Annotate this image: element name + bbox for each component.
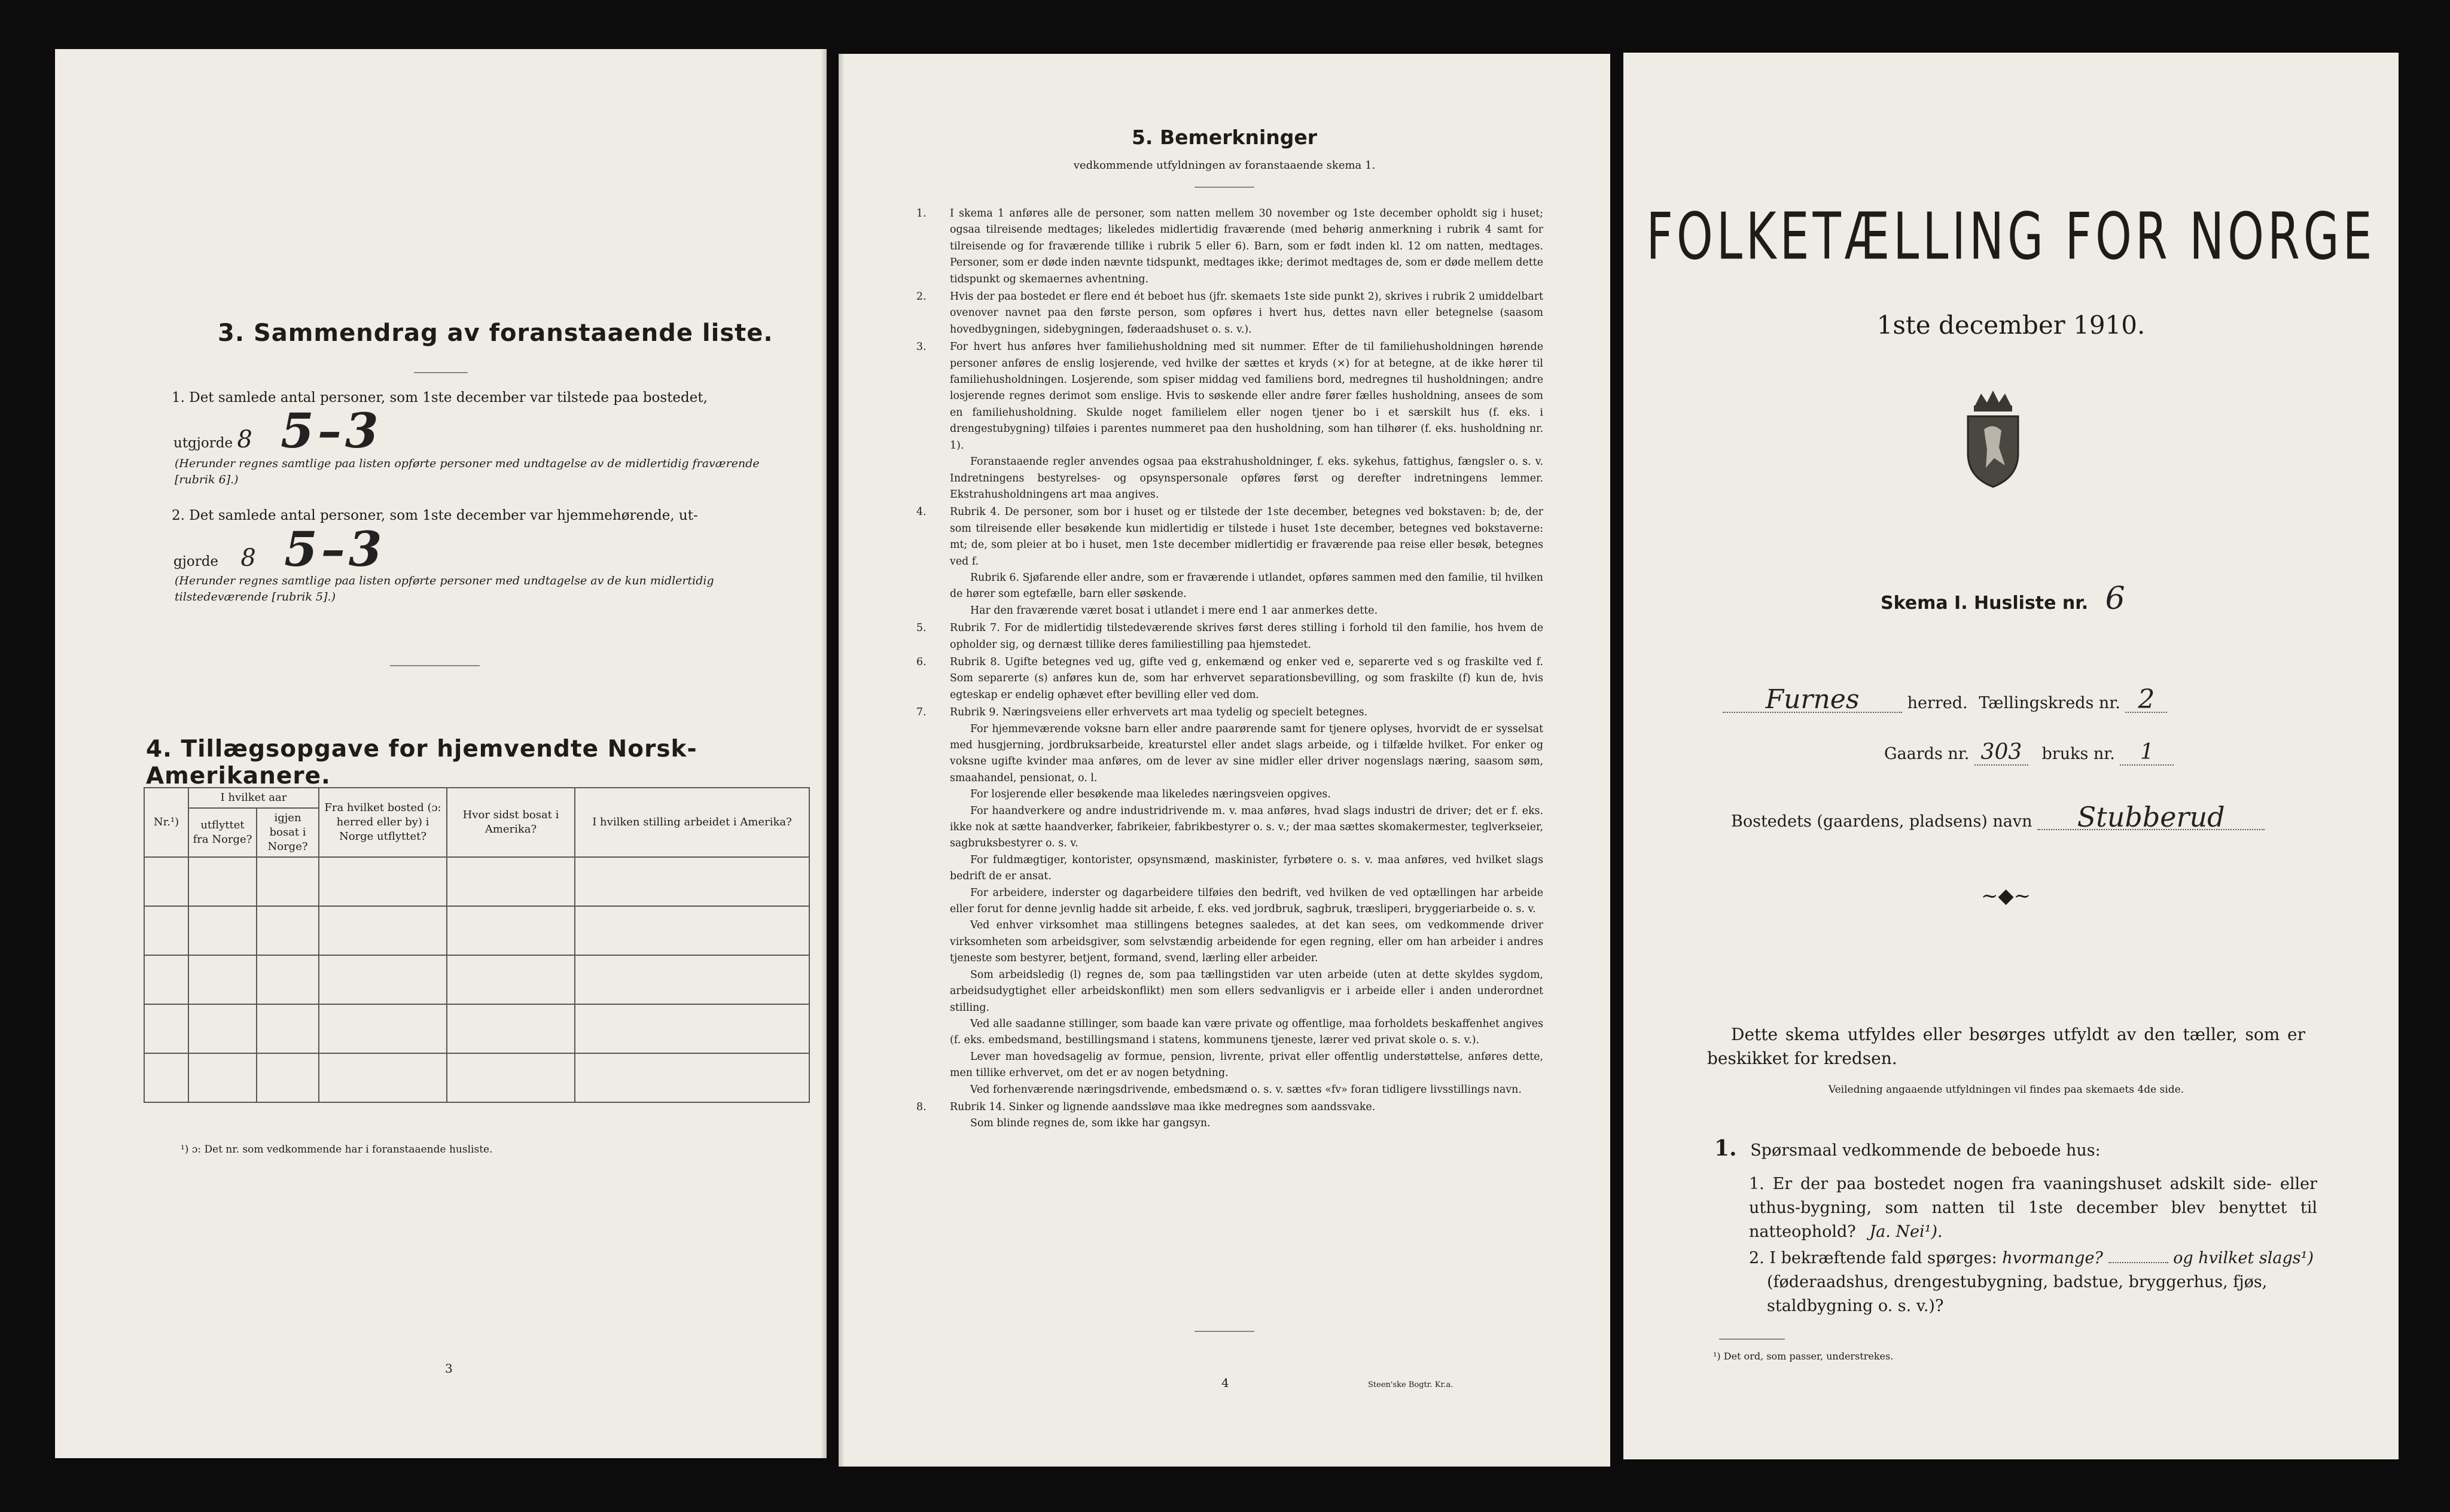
- item-1-hand-big: 5–3: [281, 403, 382, 459]
- bemerkning-number: 2.: [916, 291, 927, 303]
- col-stilling: I hvilken stilling arbeidet i Amerika?: [575, 788, 809, 857]
- bemerkning-content: Ved alle saadanne stillinger, som baade kan være private og offentlige, maa forholdets beskaffenhet angives (f. eks. embedsmand, bestillingsmand i statens, kommunens tjeneste, lærer ved privat skole o. s. v.).: [950, 1017, 1543, 1047]
- question-2-slags: og hvilket slags¹): [2173, 1249, 2314, 1267]
- page-fold: [839, 54, 845, 1467]
- bemerkning-text: [916, 504, 1543, 570]
- bemerkning-text: [916, 620, 1543, 653]
- bemerkning-content: Rubrik 6. Sjøfarende eller andre, som er fraværende i utlandet, opføres sammen med den familie, til hvilken de hører som egtefælle, barn eller søskende.: [950, 571, 1543, 600]
- bruks-value: 1: [2120, 740, 2174, 766]
- table-row: [144, 906, 809, 955]
- census-date: 1ste december 1910.: [1876, 310, 2146, 340]
- divider: [1194, 187, 1254, 188]
- bemerkning-content: For hjemmeværende voksne barn eller andre paarørende samt for tjenere oplyses, hvorvidt de er sysselsat med husgjerning, jordbruksarbeide, kreaturstel eller andet slags arbeide, og i tilfælde hvilket. For enker og voksne ugifte kvinder maa anføres, om de lever av sine midler eller driver nogenslags næring, saasom søm, smaahandel, pensionat, o. l.: [950, 723, 1543, 784]
- herred-value: Furnes: [1723, 688, 1902, 713]
- bruks-label: bruks nr.: [2041, 745, 2115, 763]
- bemerkning-content: Foranstaaende regler anvendes ogsaa paa ekstrahusholdninger, f. eks. sykehus, fattighus, fængsler o. s. v. Indretningens bestyrelses- og opsynspersonale opføres først og derefter indretningens lemmer. Ekstrahusholdningens art maa angives.: [950, 456, 1543, 501]
- table-row: [144, 1053, 809, 1102]
- bemerkning-content: For arbeidere, inderster og dagarbeidere tilføies den bedrift, ved hvilken de ved optællingen har arbeide eller forut for denne jevnlig hadde sit arbeide, f. eks. ved jordbruk, sagbruk, træsliperi, bryggeriarbeide o. s. v.: [950, 886, 1543, 916]
- question-2-blank: [2108, 1262, 2168, 1263]
- herred-line: [1723, 684, 2167, 715]
- bemerkning-item: [916, 654, 1543, 703]
- bemerkning-number: 3.: [916, 341, 927, 353]
- item-1-prefix: utgjorde: [173, 435, 233, 451]
- bemerkning-para: [950, 1082, 1543, 1098]
- bemerkning-item: [916, 289, 1543, 338]
- question-1: [1749, 1172, 2317, 1244]
- bemerkninger-list: [916, 206, 1543, 1133]
- ornament: ~◆~: [1981, 884, 2031, 908]
- middle-page: [839, 54, 1610, 1467]
- bemerkning-number: 8.: [916, 1101, 927, 1113]
- bemerkning-item: [916, 1099, 1543, 1132]
- bemerkning-item: [916, 620, 1543, 653]
- bosted-value: Stubberud: [2037, 805, 2265, 830]
- kreds-value: 2: [2125, 688, 2167, 713]
- bemerkninger-title: 5. Bemerkninger: [1131, 126, 1318, 149]
- item-2-prefix: gjorde: [173, 554, 219, 569]
- item-2-note: (Herunder regnes samtlige paa listen opførte personer med undtagelse av de kun midlertidig tilstedeværende [rubrik 5].): [175, 574, 714, 603]
- questions-heading: [1714, 1136, 2101, 1163]
- bemerkning-item: [916, 206, 1543, 288]
- bemerkning-content: Lever man hovedsagelig av formue, pension, livrente, privat eller offentlig understøttelse, anføres dette, men tillike erhvervet, om det er av nogen betydning.: [950, 1050, 1543, 1080]
- bosted-line: [1731, 801, 2265, 834]
- herred-label: herred.: [1907, 694, 1968, 712]
- question-2-hvormange: hvormange?: [2002, 1249, 2103, 1267]
- bemerkning-para: [950, 803, 1543, 852]
- bemerkning-content: Rubrik 8. Ugifte betegnes ved ug, gifte ved g, enkemænd og enker ved e, separerte ved s og fraskilte ved f. Som separerte (s) anføres kun de, som har erhvervet separationsbevilling, og som fraskilte (f) kun de, hvis egteskap er endelig ophævet efter bevilling eller ved dom.: [950, 656, 1543, 701]
- divider: [1719, 1339, 1785, 1340]
- gaards-value: 303: [1974, 740, 2028, 766]
- bemerkning-content: Rubrik 4. De personer, som bor i huset og er tilstede der 1ste december, betegnes ved bokstaven: b; de, der som tilreisende eller besøkende kun midlertidig er tilstede i huset 1ste december, betegnes ved bokstaverne: mt; de, som pleier at bo i huset, men 1ste december midlertidig er fraværende paa reise eller besøk, betegnes ved f.: [950, 506, 1543, 568]
- bemerkning-text: [916, 705, 1543, 721]
- bemerkning-content: Som arbeidsledig (l) regnes de, som paa tællingstiden var uten arbeide (uten at dette skyldes sygdom, arbeidsudygtighet eller arbeidskonflikt) men som ellers sedvanligvis er i arbeide eller i anden underordnet stilling.: [950, 968, 1543, 1014]
- bemerkning-para: [950, 787, 1543, 803]
- col-group-year: I hvilket aar: [188, 788, 319, 808]
- bemerkning-content: Ved enhver virksomhet maa stillingens betegnes saaledes, at det kan sees, om vedkommende driver virksomheten som arbeidsgiver, som selvstændig arbeidende for egen regning, eller om han arbeider i andres tjeneste som bestyrer, betjent, formand, svend, lærling eller arbeider.: [950, 919, 1543, 965]
- census-title: FOLKETÆLLING FOR NORGE: [1646, 199, 2376, 275]
- bemerkning-number: 1.: [916, 208, 927, 220]
- item-2-line: 2. Det samlede antal personer, som 1ste december var hjemmehørende, ut-: [172, 508, 698, 523]
- item-2-hand-small: 8: [240, 544, 256, 572]
- section-4-title: 4. Tillægsopgave for hjemvendte Norsk-Amerikanere.: [146, 736, 697, 789]
- bemerkning-content: For haandverkere og andre industridrivende m. v. maa anføres, hvad slags industri de driver; det er f. eks. ikke nok at sætte haandverker, fabrikeier, fabrikbestyrer o. s. v.; der maa sættes skomakermester, teglverkseier, sagbruksbestyrer o. s. v.: [950, 804, 1543, 850]
- coat-of-arms-icon: [1957, 388, 2029, 489]
- bemerkning-number: 6.: [916, 656, 927, 668]
- table-row: [144, 1004, 809, 1053]
- bemerkning-text: [916, 1099, 1543, 1115]
- question-1-text: 1. Er der paa bostedet nogen fra vaaningshuset adskilt side- eller uthus-bygning, som natten til 1ste december blev benyttet til natteophold?: [1749, 1175, 2317, 1241]
- bemerkning-content: Rubrik 7. For de midlertidig tilstedeværende skrives først deres stilling i forhold til den familie, hos hvem de opholder sig, og dernæst tillike deres familiestilling paa hjemstedet.: [950, 622, 1543, 651]
- bemerkning-content: Har den fraværende været bosat i utlandet i mere end 1 aar anmerkes dette.: [970, 604, 1378, 617]
- bemerkning-para: [950, 917, 1543, 967]
- bemerkning-content: Rubrik 9. Næringsveiens eller erhvervets art maa tydelig og specielt betegnes.: [950, 706, 1368, 719]
- footnote: ¹) ɔ: Det nr. som vedkommende har i foranstaaende husliste.: [181, 1144, 493, 1156]
- bemerkning-item: [916, 504, 1543, 619]
- question-1-answer: Ja. Nei¹).: [1869, 1223, 1943, 1241]
- printer-mark: Steen'ske Bogtr. Kr.a.: [1368, 1380, 1453, 1389]
- item-1-note: (Herunder regnes samtlige paa listen opførte personer med undtagelse av de midlertidig fraværende [rubrik 6].): [175, 457, 760, 486]
- bemerkning-content: Ved forhenværende næringsdrivende, embedsmænd o. s. v. sættes «fv» foran tidligere livsstillings navn.: [970, 1083, 1522, 1096]
- question-2: [1749, 1246, 2317, 1318]
- col-fra-bosted: Fra hvilket bosted (ɔ: herred eller by) i Norge utflyttet?: [319, 788, 447, 857]
- page-fold: [821, 49, 827, 1458]
- item-2-answer: [173, 521, 772, 577]
- gaards-line: [1884, 740, 2174, 766]
- left-page: [55, 49, 827, 1458]
- questions-title: Spørsmaal vedkommende de beboede hus:: [1750, 1141, 2101, 1160]
- col-utflyttet: utflyttet fra Norge?: [188, 808, 257, 857]
- bemerkning-content: For hvert hus anføres hver familiehusholdning med sit nummer. Efter de til familiehusholdningen hørende personer anføres de enslig losjerende, ved hvilke der sættes et kryds (×) for at betegne, at de ikke hører til familiehusholdningen. Losjerende, som spiser middag ved familiens bord, medregnes til husholdningen; andre losjerende regnes derimot som enslige. Hvis to søskende eller andre fører fælles husholdning, ansees de som en familiehusholdning. Skulde noget familielem eller nogen tjener bo i et særskilt hus (f. eks. i drengestubygning) tilføies i parentes nummeret paa den husholdning, som han tilhører (f. eks. husholdning nr. 1).: [950, 341, 1543, 452]
- kreds-label: Tællingskreds nr.: [1979, 694, 2120, 712]
- bemerkning-content: Som blinde regnes de, som ikke har gangsyn.: [970, 1117, 1211, 1130]
- col-nr: Nr.¹): [144, 788, 188, 857]
- bemerkning-content: I skema 1 anføres alle de personer, som natten mellem 30 november og 1ste december opholdt sig i huset; ogsaa tilreisende medtages; likeledes midlertidig fraværende (med behørig anmerkning i rubrik 4 samt for tilreisende og for fraværende tillike i rubrik 5 eller 6). Barn, som er født inden kl. 12 om natten, medtages. Personer, som er døde inden nævnte tidspunkt, medtages ikke; derimot medtages de, som er døde mellem dette tidspunkt og skemaernes avhentning.: [950, 208, 1543, 285]
- bosted-label: Bostedets (gaardens, pladsens) navn: [1731, 812, 2032, 831]
- divider: [1194, 1331, 1254, 1332]
- col-sidst-bosat: Hvor sidst bosat i Amerika?: [447, 788, 575, 857]
- bemerkning-para: [950, 1016, 1543, 1049]
- bemerkning-para: [950, 570, 1543, 603]
- footnote: ¹) Det ord, som passer, understrekes.: [1713, 1351, 1894, 1362]
- right-page: [1623, 53, 2399, 1459]
- page-number: 3: [445, 1361, 453, 1376]
- bemerkning-text: [916, 654, 1543, 703]
- bemerkning-number: 4.: [916, 506, 927, 519]
- gaards-label: Gaards nr.: [1884, 745, 1970, 763]
- bemerkning-para: [950, 454, 1543, 503]
- bemerkning-item: [916, 705, 1543, 1098]
- bemerkning-content: Rubrik 14. Sinker og lignende aandssløve maa ikke medregnes som aandssvake.: [950, 1101, 1376, 1113]
- bemerkning-para: [950, 603, 1543, 619]
- bemerkning-text: [916, 206, 1543, 288]
- bemerkning-para: [950, 852, 1543, 885]
- question-2-text: 2. I bekræftende fald spørges:: [1749, 1249, 1997, 1267]
- item-1-line: 1. Det samlede antal personer, som 1ste december var tilstede paa bostedet,: [172, 390, 708, 406]
- bemerkning-content: For fuldmægtiger, kontorister, opsynsmænd, maskinister, fyrbøtere o. s. v. maa anføres, ved hvilket slags bedrift de er ansat.: [950, 853, 1543, 883]
- bemerkning-para: [950, 1115, 1543, 1132]
- questions-number: 1.: [1714, 1136, 1737, 1161]
- page-number: 4: [1221, 1376, 1229, 1390]
- bemerkning-item: [916, 339, 1543, 503]
- bemerkning-number: 7.: [916, 706, 927, 719]
- divider: [390, 665, 480, 666]
- husliste-number: 6: [2105, 581, 2125, 617]
- bemerkning-para: [950, 721, 1543, 787]
- bemerkning-text: [916, 289, 1543, 338]
- husliste-label: [1881, 581, 2125, 617]
- bemerkning-para: [950, 1049, 1543, 1082]
- divider: [414, 372, 468, 373]
- bemerkning-text: [916, 339, 1543, 454]
- bemerkning-content: For losjerende eller besøkende maa likeledes næringsveien opgives.: [970, 788, 1331, 801]
- item-2-hand-big: 5–3: [284, 521, 386, 577]
- instruction-note: Veiledning angaaende utfyldningen vil findes paa skemaets 4de side.: [1828, 1084, 2184, 1096]
- bemerkninger-subtitle: vedkommende utfyldningen av foranstaaende skema 1.: [1073, 159, 1376, 172]
- bemerkning-para: [950, 885, 1543, 918]
- section-3-title: 3. Sammendrag av foranstaaende liste.: [218, 319, 773, 347]
- item-1-hand-small: 8: [237, 426, 252, 453]
- norsk-amerikanere-table: [144, 787, 810, 1103]
- bemerkning-number: 5.: [916, 622, 927, 635]
- bemerkning-content: Hvis der paa bostedet er flere end ét beboet hus (jfr. skemaets 1ste side punkt 2), skrives i rubrik 2 umiddelbart ovenover navnet paa den første person, som opføres i hvert hus, dettes navn eller betegnelse (saasom hovedbygningen, sidebygningen, føderaadshuset o. s. v.).: [950, 291, 1543, 336]
- item-1-answer: [173, 403, 772, 459]
- instruction: Dette skema utfyldes eller besørges utfyldt av den tæller, som er beskikket for kredsen.: [1707, 1025, 2305, 1068]
- bemerkning-para: [950, 967, 1543, 1016]
- table-row: [144, 955, 809, 1004]
- question-2-rest: (føderaadshus, drengestubygning, badstue, bryggerhus, fjøs, staldbygning o. s. v.)?: [1767, 1273, 2268, 1315]
- table-row: [144, 857, 809, 906]
- schema-label: Skema I. Husliste nr.: [1881, 593, 2089, 614]
- col-bosat: igjen bosat i Norge?: [257, 808, 319, 857]
